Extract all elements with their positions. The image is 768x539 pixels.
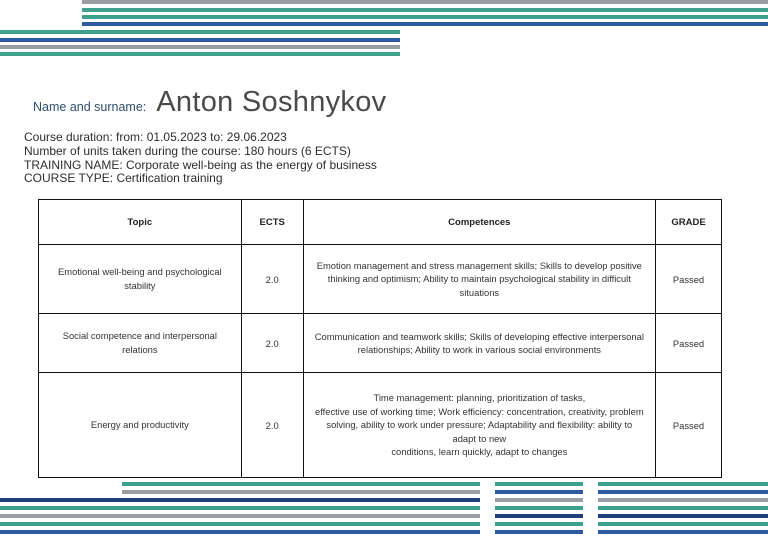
competences-cell: Emotion management and stress management skills; Skills to develop positive thinking and optimism; Ability to maintain psychological stability in difficult situations — [303, 245, 655, 314]
decorative-stripes-bottom-right — [598, 482, 768, 539]
stripe — [495, 522, 583, 526]
course-units: Number of units taken during the course: 180 hours (6 ECTS) — [24, 143, 351, 158]
topic-cell: Social competence and interpersonal relations — [39, 314, 242, 373]
topic-cell: Energy and productivity — [39, 373, 242, 478]
decorative-stripes-bottom-mid-upper — [122, 482, 480, 496]
stripe — [598, 482, 768, 486]
grade-cell: Passed — [656, 314, 722, 373]
stripe — [0, 522, 480, 526]
stripe — [598, 506, 768, 510]
competences-cell: Communication and teamwork skills; Skills of developing effective interpersonal relationships; Ability to work in various social environments — [303, 314, 655, 373]
header-topic: Topic — [39, 200, 242, 245]
ects-cell: 2.0 — [241, 373, 303, 478]
name-label: Name and surname: — [33, 100, 147, 114]
stripe — [82, 22, 768, 26]
stripe — [0, 514, 480, 518]
stripe — [495, 514, 583, 518]
table-row — [39, 314, 722, 373]
stripe — [82, 0, 768, 4]
decorative-stripes-bottom-left — [0, 498, 480, 539]
stripe — [495, 530, 583, 534]
grades-table — [38, 199, 722, 478]
decorative-stripes-top-right — [82, 0, 768, 28]
header-grade: GRADE — [656, 200, 722, 245]
stripe — [0, 38, 400, 42]
stripe — [598, 530, 768, 534]
training-name: TRAINING NAME: Corporate well-being as the energy of business — [24, 157, 377, 172]
recipient-name: Anton Soshnykov — [156, 86, 387, 118]
stripe — [122, 490, 480, 494]
stripe — [495, 506, 583, 510]
stripe — [0, 45, 400, 49]
topic-cell: Emotional well-being and psychological stability — [39, 245, 242, 314]
stripe — [598, 522, 768, 526]
stripe — [0, 30, 400, 34]
stripe — [0, 506, 480, 510]
stripe — [0, 530, 480, 534]
competences-cell: Time management: planning, prioritization of tasks, effective use of working time; Work efficiency: concentration, creativity, problem solving, ability to work under pressure; Adaptability and flexibility: ability to adapt to new conditions, learn quickly, adapt to changes — [303, 373, 655, 478]
stripe — [122, 482, 480, 486]
header-competences: Competences — [303, 200, 655, 245]
table-header-row — [39, 200, 722, 245]
stripe — [82, 15, 768, 19]
ects-cell: 2.0 — [241, 314, 303, 373]
stripe — [598, 514, 768, 518]
decorative-stripes-bottom-center — [495, 482, 583, 539]
stripe — [495, 498, 583, 502]
course-type: COURSE TYPE: Certification training — [24, 171, 223, 186]
stripe — [495, 482, 583, 486]
grade-cell: Passed — [656, 245, 722, 314]
stripe — [495, 490, 583, 494]
header-ects: ECTS — [241, 200, 303, 245]
table-row — [39, 245, 722, 314]
name-row — [33, 86, 386, 119]
decorative-stripes-top-left — [0, 30, 400, 62]
stripe — [0, 498, 480, 502]
stripe — [598, 490, 768, 494]
table-row — [39, 373, 722, 478]
course-details — [24, 131, 377, 186]
ects-cell: 2.0 — [241, 245, 303, 314]
grade-cell: Passed — [656, 373, 722, 478]
course-duration: Course duration: from: 01.05.2023 to: 29.06.2023 — [24, 130, 287, 144]
stripe — [0, 52, 400, 56]
stripe — [82, 8, 768, 12]
stripe — [598, 498, 768, 502]
